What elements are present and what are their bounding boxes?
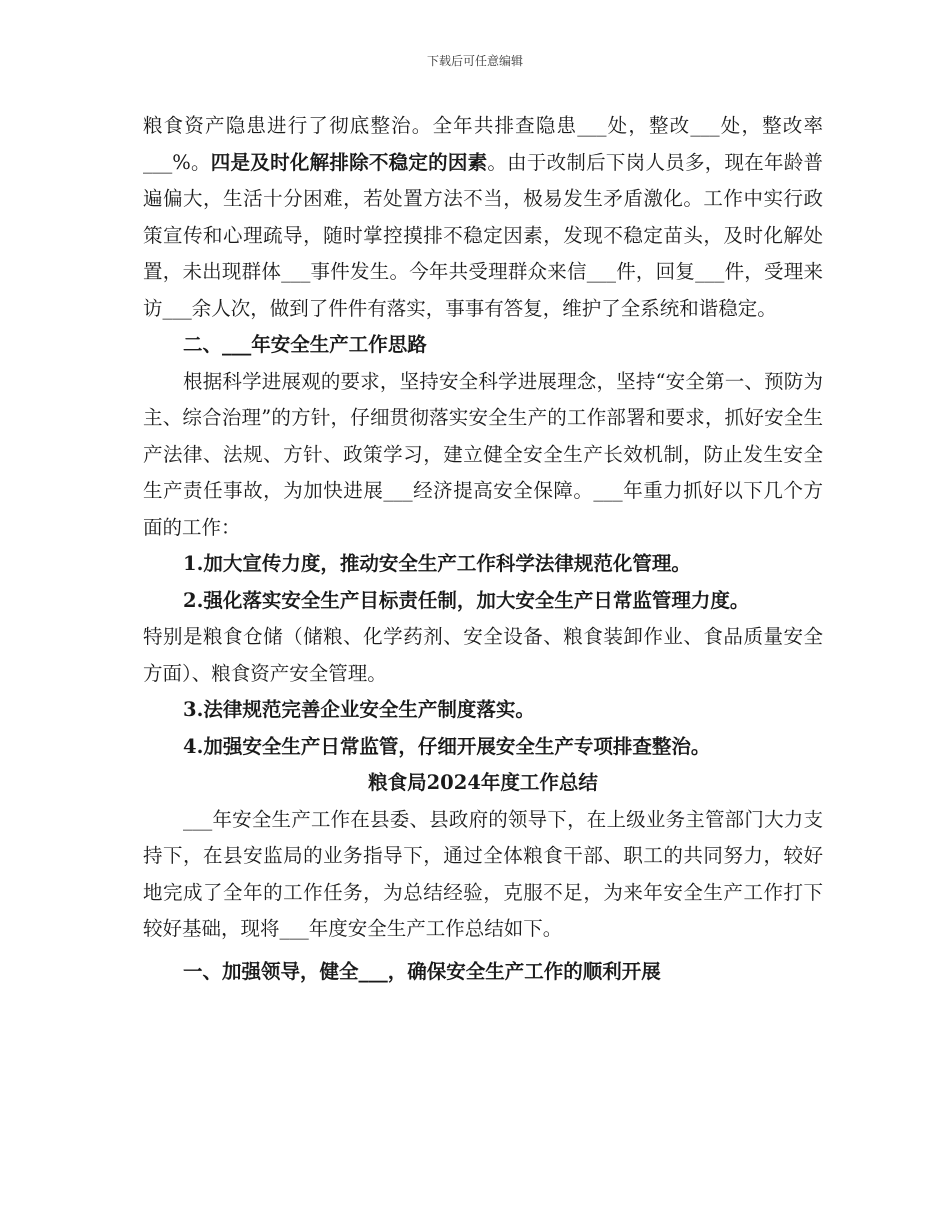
document-body — [143, 108, 823, 990]
list-item-1: 1.加大宣传力度，推动安全生产工作科学法律规范化管理。 — [183, 552, 691, 575]
list-item-2-heading: 2.强化落实安全生产目标责任制，加大安全生产日常监管理力度。 — [183, 588, 750, 612]
paragraph-stability — [143, 108, 823, 327]
section-heading: 一、加强领导，健全___，确保安全生产工作的顺利开展 — [183, 959, 661, 983]
list-item-4: 4.加强安全生产日常监管，仔细开展安全生产专项排查整治。 — [183, 734, 711, 758]
document-title: 粮食局2024年度工作总结 — [368, 771, 598, 794]
section-heading: 二、___年安全生产工作思路 — [183, 333, 427, 356]
page-header: 下载后可任意编辑 — [426, 54, 523, 68]
list-item-3: 3.法律规范完善企业安全生产制度落实。 — [183, 698, 535, 721]
paragraph-summary: ___年安全生产工作在县委、县政府的领导下，在上级业务主管部门大力支持下，在县安监局的业务指导下，通过全体粮食干部、职工的共同努力，较好地完成了全年的工作任务，为总结经验，克服不足，为来年安全生产工作打下较好基础，现将___年度安全生产工作总结如下。 — [143, 807, 823, 940]
list-item-2 — [143, 583, 823, 693]
paragraph-text: 粮食资产隐患进行了彻底整治。全年共排查隐患___处，整改___处，整改率___%。 — [143, 114, 823, 174]
paragraph-text: 。由于改制后下岗人员多，现在年龄普遍偏大，生活十分困难，若处置方法不当，极易发生矛盾激化。工作中实行政策宣传和心理疏导，随时掌控摸排不稳定因素，发现不稳定苗头，及时化解处置，未出现群体___事件发生。今年共受理群众来信___件，回复___件，受理来访___余人次，做到了件件有落实，事事有答复，维护了全系统和谐稳定。 — [143, 150, 823, 320]
bold-phrase: 四是及时化解排除不稳定的因素 — [210, 150, 488, 174]
list-item-2-text: 特别是粮食仓储（储粮、化学药剂、安全设备、粮食装卸作业、食品质量安全方面）、粮食资产安全管理。 — [143, 625, 823, 685]
paragraph-approach: 根据科学进展观的要求，坚持安全科学进展理念，坚持“安全第一、预防为主、综合治理”的方针，仔细贯彻落实安全生产的工作部署和要求，抓好安全生产法律、法规、方针、政策学习，建立健全安全生产长效机制，防止发生安全生产责任事故，为加快进展___经济提高安全保障。___年重力抓好以下几个方面的工作： — [143, 369, 823, 539]
